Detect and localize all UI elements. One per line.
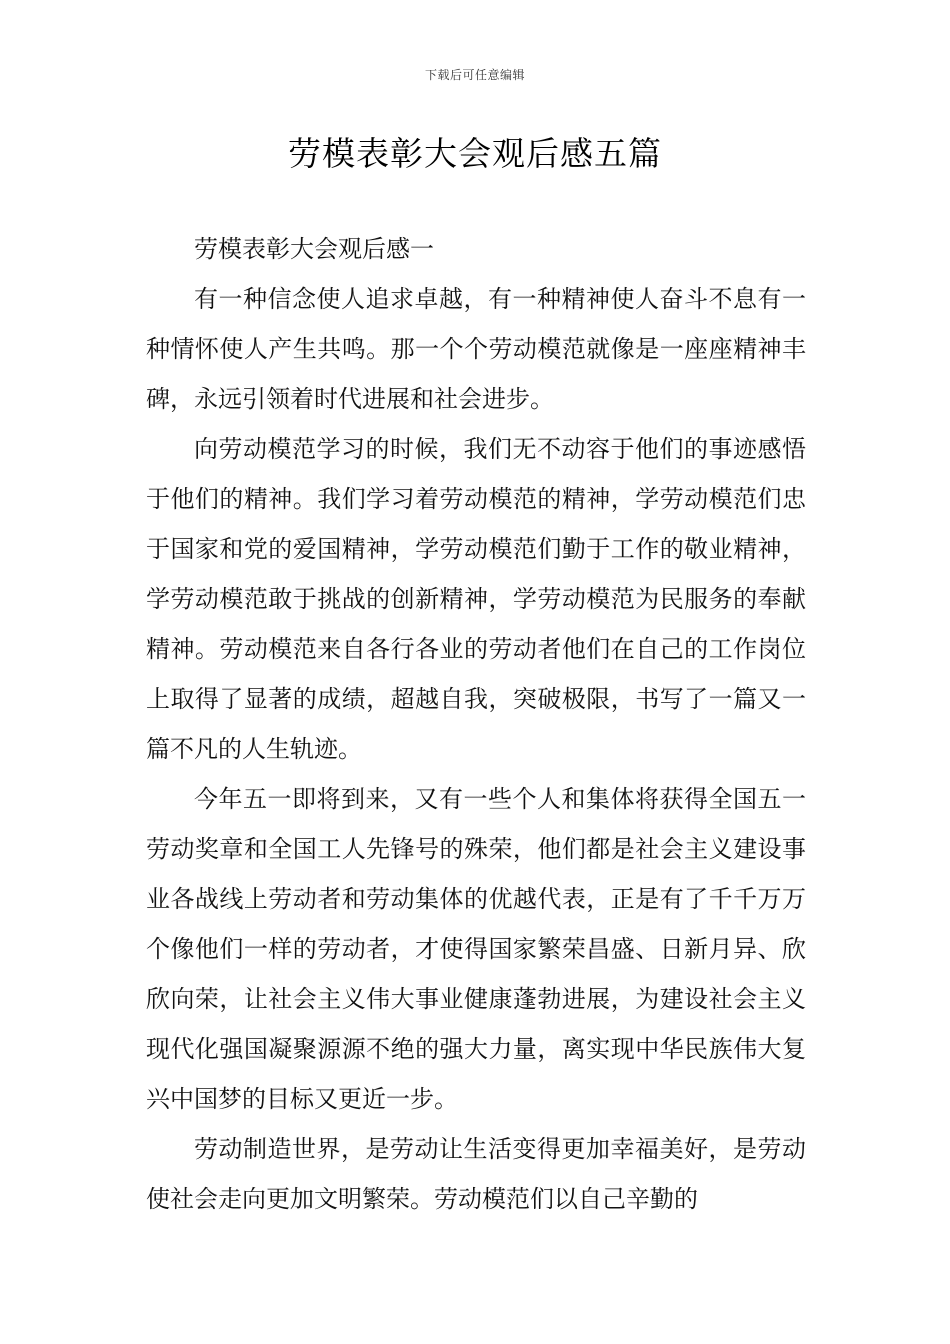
paragraph: 劳动制造世界，是劳动让生活变得更加幸福美好，是劳动使社会走向更加文明繁荣。劳动模范们以自己辛勤的: [146, 1135, 806, 1213]
document-body: [146, 224, 806, 1224]
paragraph: 有一种信念使人追求卓越，有一种精神使人奋斗不息有一种情怀使人产生共鸣。那一个个劳动模范就像是一座座精神丰碑，永远引领着时代进展和社会进步。: [146, 285, 806, 413]
paragraph: 向劳动模范学习的时候，我们无不动容于他们的事迹感悟于他们的精神。我们学习着劳动模范的精神，学劳动模范们忠于国家和党的爱国精神，学劳动模范们勤于工作的敬业精神，学劳动模范敢于挑战的创新精神，学劳动模范为民服务的奉献精神。劳动模范来自各行各业的劳动者他们在自己的工作岗位上取得了显著的成绩，超越自我，突破极限，书写了一篇又一篇不凡的人生轨迹。: [146, 435, 806, 763]
section-heading: 劳模表彰大会观后感一: [194, 235, 434, 263]
document-title: 劳模表彰大会观后感五篇: [288, 134, 662, 173]
paragraph: 今年五一即将到来，又有一些个人和集体将获得全国五一劳动奖章和全国工人先锋号的殊荣，他们都是社会主义建设事业各战线上劳动者和劳动集体的优越代表，正是有了千千万万个像他们一样的劳动者，才使得国家繁荣昌盛、日新月异、欣欣向荣，让社会主义伟大事业健康蓬勃进展，为建设社会主义现代化强国凝聚源源不绝的强大力量，离实现中华民族伟大复兴中国梦的目标又更近一步。: [146, 785, 806, 1113]
header-note: 下载后可任意编辑: [424, 68, 525, 82]
